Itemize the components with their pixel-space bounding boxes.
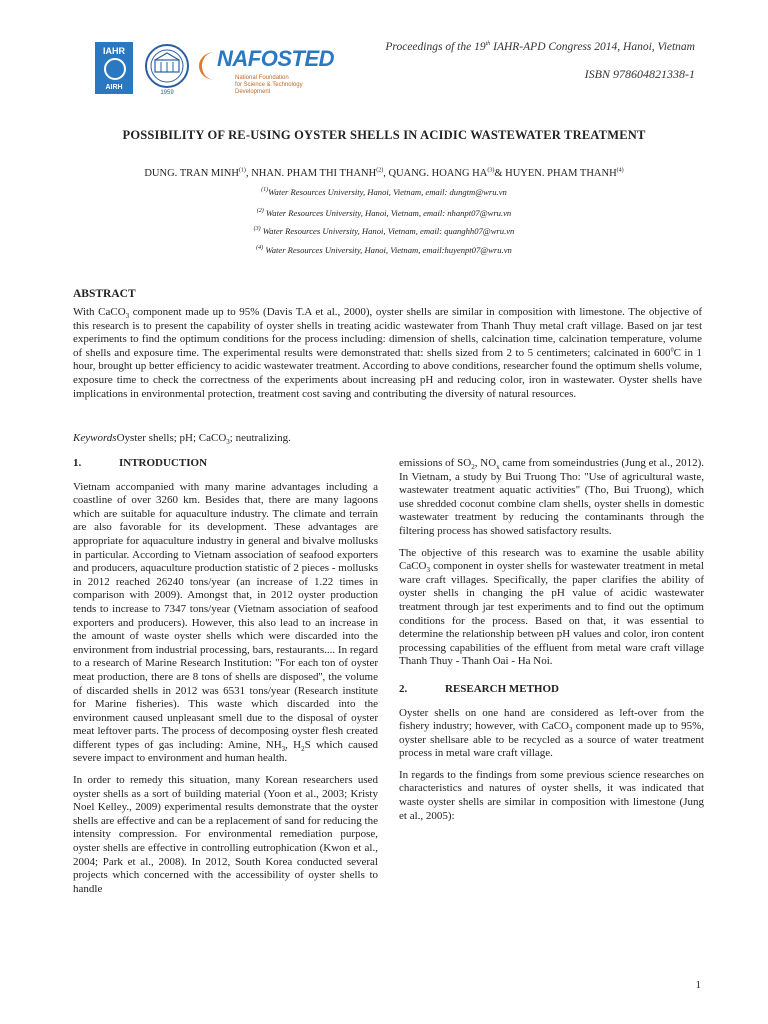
- author-separator: ,: [245, 168, 252, 179]
- keywords-label: Keywords: [73, 432, 117, 444]
- affiliation-text: Water Resources University, Hanoi, Vietnam, email:huyenpt07@wru.vn: [263, 245, 512, 255]
- author-separator: ,: [383, 168, 389, 179]
- section-title: INTRODUCTION: [119, 457, 208, 469]
- paragraph-text: Vietnam accompanied with many marine advantages including a coastline of over 3260 km. Besides that, there are many lagoons which are suitable for aquaculture industry. The climate and terrain are also favorable for its development. These advantages are appropriate for aquaculture industry in general and bivalve mollusks in particular. According to Vietnam association of seafood exporters and producers, aquaculture production statistic of 2 pieces - mollusks in 2012 reached 26240 tons/year (an increase of 1.22 times in comparison with 2009). Amongst that, in 2012 oyster production tends to increase to 7347 tons/year (Vietnam association of seafood exporters and producers). However, this also lead to an increase in the amount of waste oyster shells which were discarded into the environment from industrial processing, bars, restaurants.... In regard to a research of Marine Research Institution: "For each ton of oyster meat production, there are 8 tons of shells are disposed'', the volume of discarded shells in 2012 was 6531 tons/year (Research institute for Marine fisheries). This waste which discarded into the environment caused unpleasant smell due to the disposal of oyster meat leftover parts. The process of decomposing oyster flesh created different types of gas including: Amine, NH: [73, 480, 378, 751]
- subscript: 3: [426, 566, 430, 575]
- proceedings-text-end: IAHR-APD Congress 2014, Hanoi, Vietnam: [490, 41, 695, 53]
- author-affiliation-mark: (4): [616, 167, 624, 174]
- paragraph-text: , H: [285, 738, 302, 751]
- section-title: RESEARCH METHOD: [445, 682, 559, 695]
- proceedings-line: [385, 41, 695, 53]
- affiliation-4: [0, 245, 768, 255]
- author-separator: &: [494, 168, 506, 179]
- author-name: DUNG. TRAN MINH: [144, 168, 239, 179]
- keywords-text: Oyster shells; pH; CaCO: [116, 432, 227, 444]
- superscript: 0: [670, 347, 674, 354]
- paragraph: [399, 457, 704, 539]
- affiliation-mark: (4): [256, 245, 264, 252]
- nafosted-sub-line-1: National Foundation: [235, 75, 289, 81]
- paragraph-text: S which caused severe impact to environment and human health.: [73, 738, 378, 765]
- author-affiliation-mark: (2): [376, 167, 384, 174]
- paragraph: In order to remedy this situation, many Korean researchers used oyster shells as a sort of building material (Yoon et al., 2003; Kristy Noel Kelley., 2009) experimental results demonstrate that the oyster shells are effective and can be a replacement of sand for reducing the intensity compression. For environmental remediation purpose, oyster shells are effective in controlling eutrophication (Kwon et al., 2004; Park et al., 2008). In 2012, South Korea conducted several projects which concerned with the accessibility of oyster shells to handle: [73, 774, 378, 895]
- globe-icon: [104, 58, 126, 80]
- author-name: QUANG. HOANG HA: [388, 168, 488, 179]
- abstract-text: component made up to 95% (Davis T.A et al., 2000), oyster shells are similar in composition with limestone. The objective of this research is to present the capability of oyster shells in treating acidic wastewater from Thanh Thuy metal craft village. Based on jar test experiments to find the optimum conditions for the process including: dimension of shells, calcination time, calcination temperature, volume of shells and exposure time. The experimental results were demonstrated that: shells sized from 2 to 5 centimeters; calcinated in 600: [73, 306, 702, 359]
- abstract-text: With CaCO: [73, 306, 126, 318]
- left-column: [73, 457, 378, 904]
- header-logos: [95, 42, 334, 96]
- author-name: NHAN. PHAM THI THANH: [251, 168, 377, 179]
- paragraph-text: came from someindustries (Jung et al., 2012). In Vietnam, a study by Bui Truong Tho: "Use of agricultural waste, wastewater treatment aquatic activities" (Tho, Bui Truong), which use shredded coconut combine clam shells, oyster shells in domestic wastewater treatment by reducing the contaminants through the filtering process has showed satisfactory results.: [399, 457, 704, 537]
- paragraph-text: Oyster shells on one hand are considered as left-over from the fishery industry; however, with CaCO: [399, 706, 704, 733]
- keywords: [73, 432, 291, 447]
- iahr-logo: [95, 42, 133, 94]
- nafosted-logo: [199, 46, 334, 95]
- abstract-text: C in 1 hour, brought up better efficiency to acidic wastewater treatment. According to above conditions, researcher found the optimum shells volume, exposure time to check the correctness of the experiments about increasing pH and reducing color, iron in wastewater. Oyster shells have implications in environmental protection, treatment cost saving and contributing the diversity of natural resources.: [73, 346, 702, 400]
- author-affiliation-mark: (1): [238, 167, 246, 174]
- seal-icon: [141, 42, 193, 94]
- nafosted-subtitle: [235, 75, 323, 96]
- nafosted-name: NAFOSTED: [217, 46, 334, 71]
- affiliation-text: Water Resources University, Hanoi, Vietnam, email: dungtm@wru.vn: [268, 187, 507, 197]
- keywords-text: ; neutralizing.: [229, 432, 291, 444]
- affiliation-text: Water Resources University, Hanoi, Vietnam, email: quanghh07@wru.vn: [260, 226, 515, 236]
- abstract-body: [73, 306, 702, 401]
- abstract-heading: ABSTRACT: [73, 288, 136, 300]
- affiliation-3: [0, 226, 768, 236]
- affiliation-text: Water Resources University, Hanoi, Vietnam, email: nhanpt07@wru.vn: [263, 208, 512, 218]
- subscript: x: [496, 463, 500, 472]
- subscript: 3: [125, 312, 130, 321]
- author-name: HUYEN. PHAM THANH: [505, 168, 617, 179]
- paragraph-text: , NO: [474, 457, 497, 469]
- proceedings-text-start: Proceedings of the 19: [385, 41, 486, 53]
- nafosted-sub-line-2: for Science & Technology Development: [235, 82, 303, 95]
- affiliation-1: [0, 187, 768, 197]
- paragraph-text: component in oyster shells for wastewater treatment in metal ware craft villages. Specifically, the paper clarifies the ability of oyster shells in changing the pH value of acidic wastewater treatment through jar test experiments and to find out the optimum conditions for the process. Based on that, it was essential to determine the relationship between pH values and color, iron content processing capabilities of the effluent from metal ware craft village Thanh Thuy - Thanh Oai - Ha Noi.: [399, 560, 704, 668]
- proceedings-ordinal: th: [485, 41, 491, 48]
- paragraph: In regards to the findings from some previous science researches on characteristics and natures of oyster shells, it was indicated that waste oyster shells are similar in composition with limestone (Jung et al., 2005):: [399, 768, 704, 822]
- affiliation-mark: (1): [261, 187, 269, 194]
- subscript: 2: [471, 463, 475, 472]
- subscript: 2: [301, 745, 305, 754]
- author-list: [0, 168, 768, 179]
- paragraph-text: emissions of SO: [399, 457, 472, 469]
- seal-year: 1959: [160, 90, 174, 96]
- subscript: 3: [281, 745, 286, 754]
- section-heading-research-method: [399, 683, 704, 697]
- paragraph: [399, 707, 704, 761]
- affiliation-2: [0, 208, 768, 218]
- author-affiliation-mark: (3): [487, 167, 495, 174]
- paper-title: POSSIBILITY OF RE-USING OYSTER SHELLS IN ACIDIC WASTEWATER TREATMENT: [122, 128, 646, 142]
- section-number: 1.: [73, 457, 82, 469]
- paragraph: [73, 481, 378, 766]
- affiliation-mark: (3): [253, 226, 261, 233]
- paragraph: [399, 547, 704, 669]
- university-seal-logo: [141, 42, 193, 94]
- iahr-logo-top-text: IAHR: [103, 46, 125, 56]
- page-number: 1: [695, 979, 701, 991]
- paragraph-text: component made up to 95%, oyster shellsare able to be recycled as a source of water treatment process in metal ware craft village.: [399, 720, 704, 760]
- subscript: 3: [226, 438, 230, 447]
- iahr-logo-bottom-text: AIRH: [105, 84, 123, 91]
- isbn: ISBN 978604821338-1: [584, 67, 695, 81]
- right-column: [399, 457, 704, 831]
- subscript: 3: [568, 726, 573, 735]
- paragraph-text: The objective of this research was to examine the usable ability CaCO: [399, 546, 704, 573]
- section-number: 2.: [399, 682, 408, 695]
- section-heading-introduction: [73, 457, 378, 471]
- affiliation-mark: (2): [256, 208, 264, 215]
